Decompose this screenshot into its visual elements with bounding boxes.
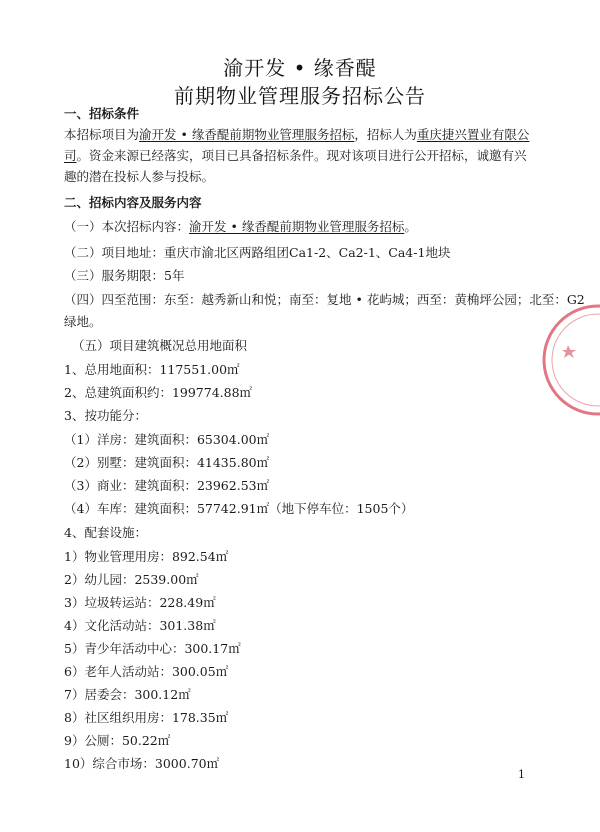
section1-text-b: ，招标人为 bbox=[354, 127, 417, 142]
section1-text-c: 。资金来源已经落实，项目已具备招标条件。现对该项目进行公开招标，诚邀有兴趣的潜在投标人参与投标。 bbox=[64, 148, 527, 184]
function-item: （3）商业：建筑面积：23962.53㎡ bbox=[64, 478, 270, 493]
section2-heading: 二、招标内容及服务内容 bbox=[64, 195, 202, 210]
title-line-1: 渝开发 • 缘香醍 bbox=[223, 56, 377, 80]
item1-label: （一）本次招标内容： bbox=[64, 219, 190, 234]
area-by-function: 3、按功能分： bbox=[64, 408, 147, 423]
item1-value: 渝开发 • 缘香醍前期物业管理服务招标 bbox=[189, 219, 405, 234]
facility-item: 3）垃圾转运站：228.49㎡ bbox=[64, 595, 216, 610]
facility-item: 8）社区组织用房：178.35㎡ bbox=[64, 710, 229, 725]
section1-paragraph bbox=[64, 124, 536, 187]
item2: （二）项目地址：重庆市渝北区两路组团Ca1-2、Ca2-1、Ca4-1地块 bbox=[64, 245, 451, 260]
function-item: （1）洋房：建筑面积：65304.00㎡ bbox=[64, 432, 270, 447]
page-number: 1 bbox=[518, 768, 525, 781]
item3: （三）服务期限：5年 bbox=[64, 268, 185, 283]
project-name: 渝开发 • 缘香醍前期物业管理服务招标 bbox=[139, 127, 355, 142]
red-seal-stamp bbox=[538, 300, 600, 420]
facility-item: 7）居委会：300.12㎡ bbox=[64, 687, 191, 702]
tenderer-name: 重庆捷兴置业有限公司 bbox=[64, 127, 530, 163]
item5: （五）项目建筑概况总用地面积 bbox=[72, 338, 248, 353]
facility-item: 9）公厕：50.22㎡ bbox=[64, 733, 171, 748]
section1-text-a: 本招标项目为 bbox=[64, 127, 140, 142]
facilities-heading: 4、配套设施： bbox=[64, 525, 147, 540]
facility-item: 6）老年人活动站：300.05㎡ bbox=[64, 664, 229, 679]
item4-line2: 绿地。 bbox=[64, 314, 102, 329]
item1 bbox=[64, 218, 417, 236]
item4-line1: （四）四至范围：东至：越秀新山和悦；南至：复地 • 花屿城；西至：黄桷坪公园；北至：G2 bbox=[64, 292, 585, 307]
section1-heading: 一、招标条件 bbox=[64, 106, 140, 121]
facility-item: 4）文化活动站：301.38㎡ bbox=[64, 618, 216, 633]
area-total-land: 1、总用地面积：117551.00㎡ bbox=[64, 362, 240, 377]
facility-item: 1）物业管理用房：892.54㎡ bbox=[64, 549, 229, 564]
facility-item: 10）综合市场：3000.70㎡ bbox=[64, 756, 220, 771]
area-total-building: 2、总建筑面积约：199774.88㎡ bbox=[64, 385, 253, 400]
facility-item: 5）青少年活动中心：300.17㎡ bbox=[64, 641, 241, 656]
function-item: （2）别墅：建筑面积：41435.80㎡ bbox=[64, 455, 270, 470]
function-item: （4）车库：建筑面积：57742.91㎡（地下停车位：1505个） bbox=[64, 501, 414, 516]
title-line-2: 前期物业管理服务招标公告 bbox=[174, 84, 426, 108]
facility-item: 2）幼儿园：2539.00㎡ bbox=[64, 572, 199, 587]
item1-end: 。 bbox=[404, 219, 417, 234]
